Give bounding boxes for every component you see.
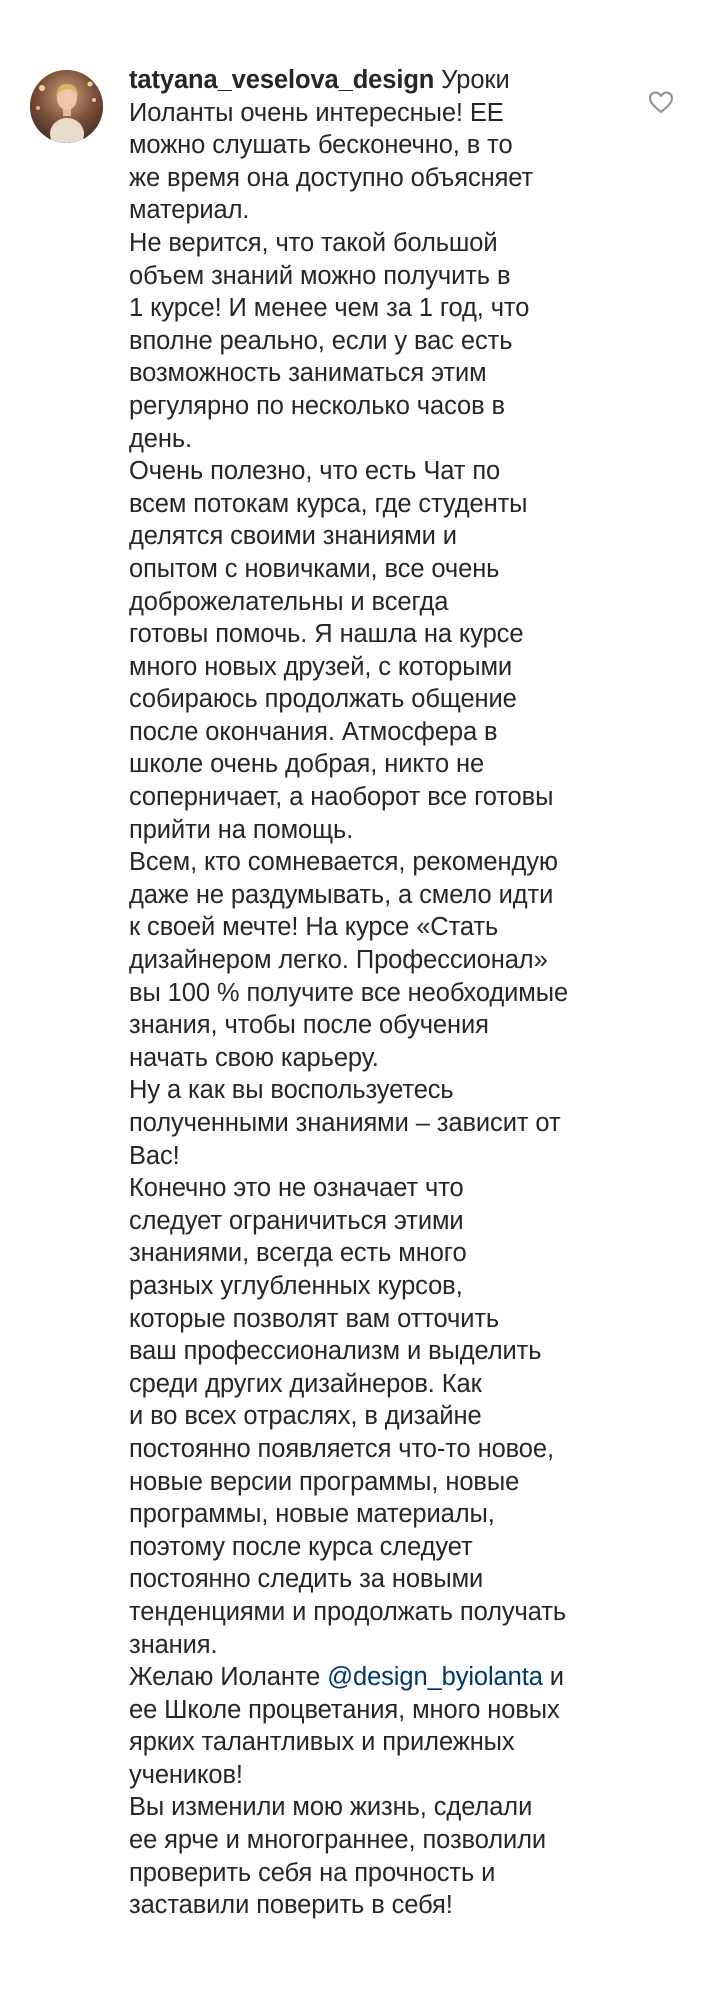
comment-text-line: материал.: [129, 196, 250, 225]
comment-lines-after-mention: [129, 1694, 629, 1922]
comment-text-line: ваш профессионализм и выделить: [129, 1337, 542, 1366]
mention-suffix: и: [542, 1663, 564, 1692]
avatar[interactable]: [30, 70, 103, 143]
comment-text-line: тенденциями и продолжать получать: [129, 1597, 566, 1626]
comment-text-line: прийти на помощь.: [129, 815, 354, 844]
comment-lines-before-mention: [129, 97, 629, 1662]
comment-text-line: Конечно это не означает что: [129, 1174, 464, 1203]
comment-text-line: доброжелательны и всегда: [129, 587, 449, 616]
comment-text-line: регулярно по несколько часов в: [129, 391, 505, 420]
comment-text-line: Очень полезно, что есть Чат по: [129, 457, 501, 486]
comment-text-line: ее ярче и многограннее, позволили: [129, 1826, 547, 1855]
comment-first-line: [129, 64, 629, 97]
comment-text-line: разных углубленных курсов,: [129, 1271, 463, 1300]
comment-text-line: учеников!: [129, 1760, 243, 1789]
comment-text-line: ярких талантливых и прилежных: [129, 1728, 515, 1757]
comment-text-line: Всем, кто сомневается, рекомендую: [129, 848, 558, 877]
comment-text-line: много новых друзей, с которыми: [129, 652, 513, 681]
mention-prefix: Желаю Иоланте: [129, 1663, 328, 1692]
comment-text-line: дизайнером легко. Профессионал»: [129, 946, 548, 975]
comment-text-line: следует ограничиться этими: [129, 1206, 464, 1235]
comment-text-line: и во всех отраслях, в дизайне: [129, 1402, 482, 1431]
comment-text-line: Ну а как вы воспользуетесь: [129, 1076, 454, 1105]
comment-text-line: после окончания. Атмосфера в: [129, 717, 498, 746]
comment-text: [129, 64, 629, 1922]
comment-username[interactable]: tatyana_veselova_design: [129, 66, 435, 94]
comment-text-line: вы 100 % получите все необходимые: [129, 978, 569, 1007]
comment-text-line: же время она доступно объясняет: [129, 163, 534, 192]
comment-text-line: Не верится, что такой большой: [129, 228, 498, 257]
comment-text-line: поэтому после курса следует: [129, 1532, 473, 1561]
comment-text-line: постоянно появляется что-то новое,: [129, 1434, 554, 1463]
comment-first-line-text: Уроки: [434, 66, 510, 94]
comment-text-line: проверить себя на прочность и: [129, 1858, 496, 1887]
comment-text-line: знаниями, всегда есть много: [129, 1239, 467, 1268]
comment-text-line: вполне реально, если у вас есть: [129, 326, 513, 355]
comment-text-line: Вы изменили мою жизнь, сделали: [129, 1793, 533, 1822]
comment-text-line: опытом с новичками, все очень: [129, 554, 500, 583]
comment-text-line: знания.: [129, 1630, 218, 1659]
comment-text-line: школе очень добрая, никто не: [129, 750, 485, 779]
avatar-photo: [30, 70, 103, 143]
comment-text-line: готовы помочь. Я нашла на курсе: [129, 620, 524, 649]
comment-text-line: даже не раздумывать, а смело идти: [129, 880, 554, 909]
comment-mention-line: [129, 1661, 629, 1694]
mention-link[interactable]: @design_byiolanta: [327, 1663, 543, 1692]
comment-text-line: день.: [129, 424, 193, 453]
comment-text-line: полученными знаниями – зависит от: [129, 1109, 561, 1137]
heart-outline-icon: [648, 90, 674, 114]
comment-text-line: всем потокам курса, где студенты: [129, 489, 528, 518]
comment-text-line: среди других дизайнеров. Как: [129, 1369, 482, 1398]
comment-text-line: возможность заниматься этим: [129, 359, 487, 388]
comment-text-line: программы, новые материалы,: [129, 1500, 495, 1529]
comment-text-line: собираюсь продолжать общение: [129, 685, 517, 714]
comment-text-line: ее Школе процветания, много новых: [129, 1695, 560, 1724]
comment-text-line: делятся своими знаниями и: [129, 522, 457, 551]
comment-text-line: Вас!: [129, 1141, 180, 1170]
comment-text-line: знания, чтобы после обучения: [129, 1011, 489, 1040]
like-button[interactable]: [648, 90, 674, 114]
comment-text-line: к своей мечте! На курсе «Стать: [129, 913, 499, 942]
comment-text-line: начать свою карьеру.: [129, 1043, 379, 1072]
comment-text-line: 1 курсе! И менее чем за 1 год, что: [129, 294, 530, 323]
comment-text-line: объем знаний можно получить в: [129, 261, 511, 290]
comment-text-line: соперничает, а наоборот все готовы: [129, 783, 554, 812]
comment-text-line: Иоланты очень интересные! ЕЕ: [129, 98, 504, 127]
comment-text-line: можно слушать бесконечно, в то: [129, 131, 513, 160]
comment-text-line: которые позволят вам отточить: [129, 1304, 500, 1333]
comment-text-line: заставили поверить в себя!: [129, 1891, 453, 1920]
comment-text-line: постоянно следить за новыми: [129, 1565, 484, 1594]
comment-text-line: новые версии программы, новые: [129, 1467, 520, 1496]
